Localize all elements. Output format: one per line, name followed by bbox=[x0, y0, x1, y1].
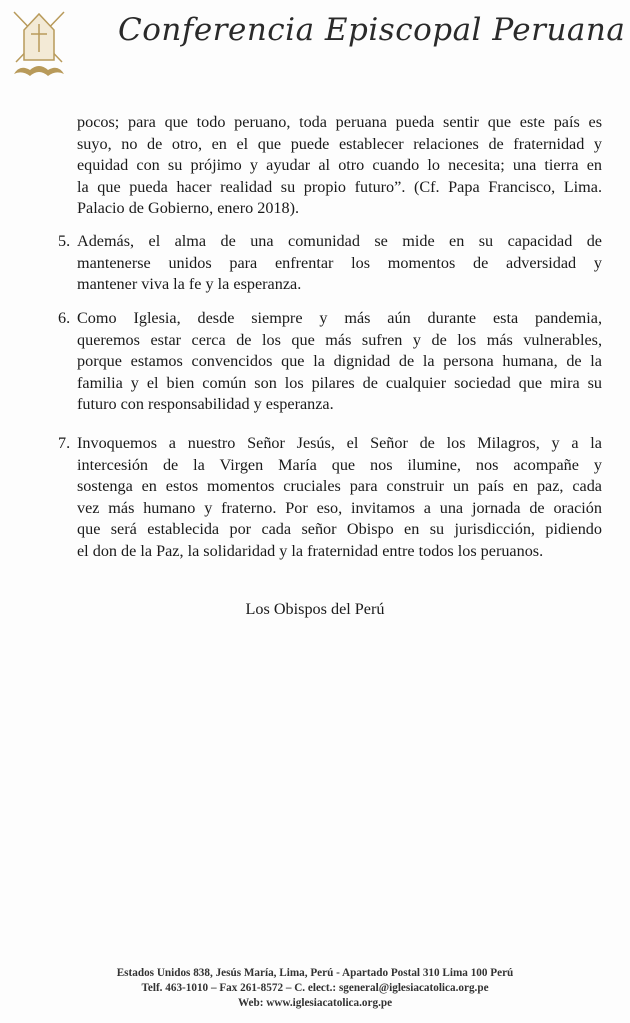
text-line: porque estamos convencidos que la dignidad de la persona humana, de la bbox=[77, 352, 602, 371]
header-title: Conferencia Episcopal Peruana bbox=[118, 12, 626, 48]
text-line: mantener viva la fe y la esperanza. bbox=[77, 275, 302, 294]
text-line: el don de la Paz, la solidaridad y la fraternidad entre todos los peruanos. bbox=[77, 541, 544, 560]
item-number: 7. bbox=[58, 434, 71, 452]
footer-address: Estados Unidos 838, Jesús María, Lima, Perú - Apartado Postal 310 Lima 100 Perú bbox=[116, 967, 514, 979]
text-line: suyo, no de otro, en el que puede establecer relaciones de fraternidad y bbox=[77, 134, 602, 153]
text-line: familia y el bien común son los pilares de cualquier sociedad que mira su bbox=[77, 373, 602, 392]
text-line: pocos; para que todo peruano, toda peruana pueda sentir que este país es bbox=[77, 113, 602, 131]
text-line: queremos estar cerca de los que más sufren y de los más vulnerables, bbox=[77, 330, 602, 349]
list-item-7 bbox=[58, 433, 602, 563]
list-item-6 bbox=[58, 308, 602, 416]
text-line: Invoquemos a nuestro Señor Jesús, el Señor de los Milagros, y a la bbox=[77, 434, 602, 452]
footer bbox=[0, 966, 630, 1011]
text-line: Como Iglesia, desde siempre y más aún durante esta pandemia, bbox=[77, 309, 602, 327]
text-line: Palacio de Gobierno, enero 2018). bbox=[77, 199, 300, 218]
text-line: sostenga en estos momentos cruciales para construir un país en paz, cada bbox=[77, 477, 602, 496]
text-line: mantenerse unidos para enfrentar los momentos de adversidad y bbox=[77, 253, 602, 272]
text-line: la que pueda hacer realidad su propio futuro”. (Cf. Papa Francisco, Lima. bbox=[77, 177, 602, 196]
signature: Los Obispos del Perú bbox=[245, 600, 385, 618]
episcopal-mitre-logo-icon bbox=[10, 8, 68, 80]
item-number: 6. bbox=[58, 309, 71, 327]
item-number: 5. bbox=[58, 232, 71, 250]
text-line: futuro con responsabilidad y esperanza. bbox=[77, 395, 334, 414]
intro-paragraph bbox=[77, 112, 602, 220]
list-item-5 bbox=[58, 231, 602, 296]
footer-contact: Telf. 463-1010 – Fax 261-8572 – C. elect.: sgeneral@iglesiacatolica.org.pe bbox=[141, 982, 489, 994]
text-line: que será establecida por cada señor Obispo en su jurisdicción, pidiendo bbox=[77, 520, 602, 539]
footer-web: Web: www.iglesiacatolica.org.pe bbox=[237, 997, 393, 1009]
text-line: intercesión de la Virgen María que nos ilumine, nos acompañe y bbox=[77, 455, 602, 474]
text-line: Además, el alma de una comunidad se mide en su capacidad de bbox=[77, 232, 602, 250]
text-line: vez más humano y fraterno. Por eso, invitamos a una jornada de oración bbox=[77, 498, 602, 517]
text-line: equidad con su prójimo y ayudar al otro cuando lo necesita; una tierra en bbox=[77, 156, 602, 175]
